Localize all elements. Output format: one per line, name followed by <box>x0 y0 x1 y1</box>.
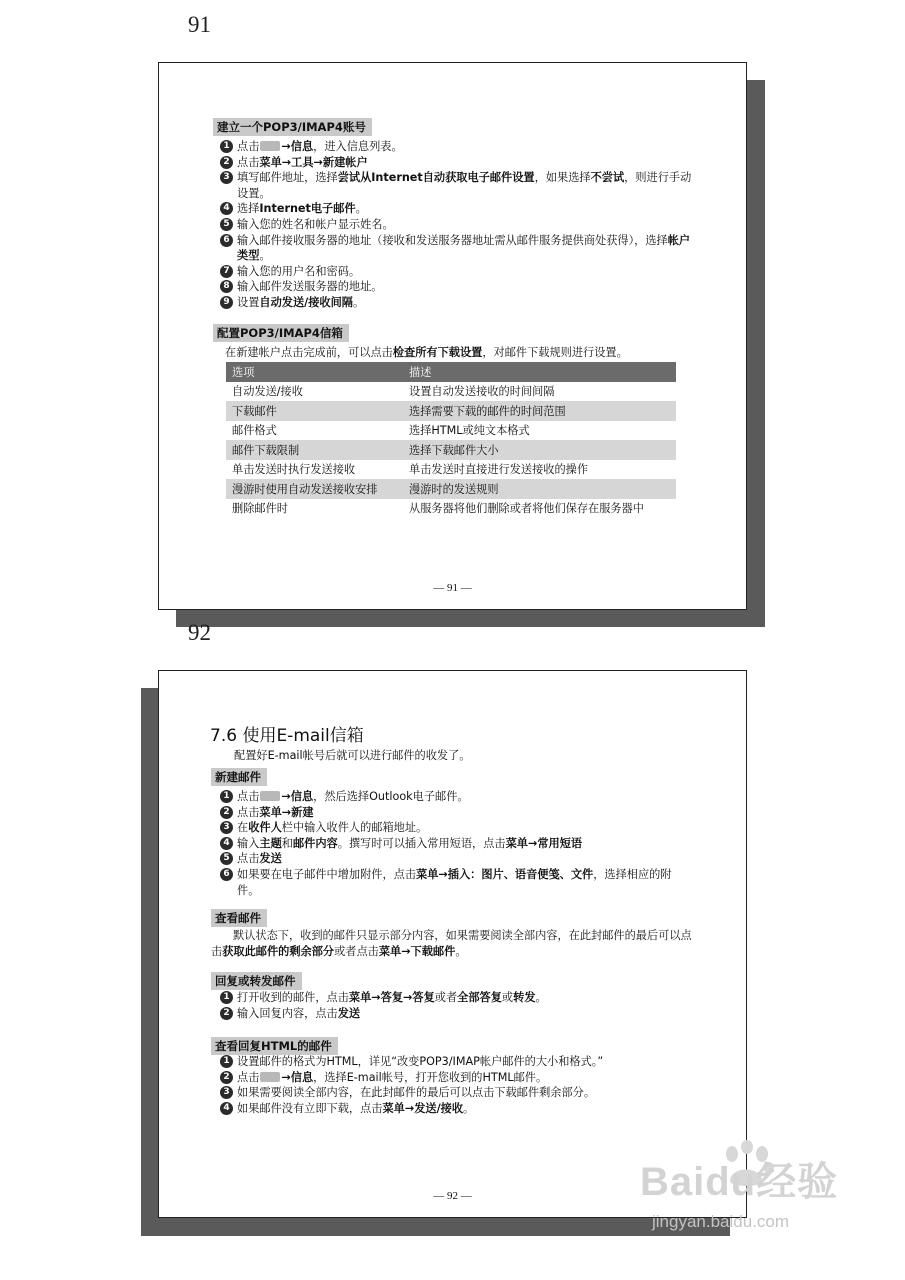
section-title-new-mail: 新建邮件 <box>211 768 267 786</box>
text-run: 检查所有下载设置 <box>392 346 483 359</box>
list-item <box>220 805 692 821</box>
section-title-view-mail: 查看邮件 <box>211 909 267 927</box>
step-number-badge: 1 <box>220 140 233 153</box>
text-run: 如果需要阅读全部内容，在此封邮件的最后可以点击下载邮件剩余部分。 <box>237 1086 596 1100</box>
list-item <box>220 820 692 836</box>
list-item <box>220 990 692 1006</box>
text-run: ，然后选择Outlook电子邮件。 <box>313 790 469 803</box>
text-run: 菜单→下载邮件 <box>378 944 456 958</box>
text-run: 。 <box>259 249 271 263</box>
text-run: 自动发送/接收间隔 <box>259 295 353 309</box>
text-run: 。 <box>352 295 365 309</box>
text-run: ，如果选择 <box>534 171 591 185</box>
text-run: 选择 <box>237 202 260 216</box>
list-item <box>220 1070 692 1086</box>
step-text <box>237 264 360 280</box>
text-run: 菜单→工具→新建帐户 <box>259 155 368 169</box>
step-text <box>237 170 698 201</box>
list-item <box>220 155 698 171</box>
step-number-badge: 2 <box>220 1071 233 1084</box>
text-run: ，则进行手动设置。 <box>237 171 692 200</box>
step-text <box>237 279 382 295</box>
list-item <box>220 139 698 155</box>
list-item <box>220 233 698 264</box>
step-number-badge: 4 <box>220 202 233 215</box>
step-list-reply <box>220 990 692 1021</box>
step-text <box>237 233 698 264</box>
text-run: 菜单→发送/接收 <box>382 1101 464 1115</box>
step-number-badge: 5 <box>220 218 233 231</box>
table-row <box>226 460 676 480</box>
text-run: 和 <box>281 836 293 850</box>
page-91 <box>158 62 747 610</box>
mail-icon <box>260 791 280 801</box>
step-number-badge: 5 <box>220 852 233 865</box>
step-number-badge: 3 <box>220 821 233 834</box>
column-header: 描述 <box>403 362 676 382</box>
step-number-badge: 4 <box>220 1102 233 1115</box>
step-text <box>237 1054 603 1070</box>
table-cell: 自动发送/接收 <box>232 385 303 399</box>
table-cell: 选择HTML或纯文本格式 <box>409 424 530 438</box>
text-run: 或者点击 <box>334 944 379 958</box>
table-cell: 设置自动发送接收的时间间隔 <box>409 385 555 399</box>
text-run: →信息 <box>281 1070 314 1084</box>
step-text <box>237 1070 547 1086</box>
section-title-reply: 回复或转发邮件 <box>211 972 302 990</box>
text-run: 点击 <box>237 790 260 803</box>
text-run: 在 <box>237 821 249 835</box>
section-title-create-account: 建立一个POP3/IMAP4账号 <box>213 118 372 136</box>
text-run: →信息 <box>281 790 314 803</box>
table-cell: 单击发送时执行发送接收 <box>232 463 356 477</box>
step-number-badge: 7 <box>220 265 233 278</box>
step-number-badge: 8 <box>220 280 233 293</box>
section-title-config: 配置POP3/IMAP4信箱 <box>213 324 349 342</box>
table-header-row <box>226 362 676 382</box>
list-item <box>220 867 692 898</box>
watermark-logo: Baidu经验 <box>640 1160 839 1204</box>
step-text <box>237 805 314 821</box>
table-row <box>226 401 676 421</box>
step-text <box>237 155 368 171</box>
step-text <box>237 1085 595 1101</box>
page-92 <box>158 670 747 1218</box>
text-run: 。 <box>463 1101 475 1115</box>
text-run: ，选择相应的附件。 <box>237 867 672 897</box>
page-footer-92: — 92 — <box>433 1190 472 1202</box>
mail-icon <box>260 141 280 151</box>
table-row <box>226 382 676 402</box>
step-text <box>237 1006 360 1022</box>
list-item <box>220 201 698 217</box>
page-number-top-91: 91 <box>188 12 211 37</box>
text-run: 如果要在电子邮件中增加附件，点击 <box>237 867 417 881</box>
column-header: 选项 <box>226 362 403 382</box>
text-run: 发送 <box>259 852 282 866</box>
text-run: 如果邮件没有立即下载，点击 <box>237 1101 383 1115</box>
step-number-badge: 2 <box>220 156 233 169</box>
text-run: 栏中输入收件人的邮箱地址。 <box>281 821 428 835</box>
text-run: 不尝试 <box>590 171 625 185</box>
step-text <box>237 789 469 805</box>
page-number-top-92: 92 <box>188 620 211 645</box>
text-run: ，选择E-mail帐号，打开您收到的HTML邮件。 <box>313 1070 548 1084</box>
text-run: 点击 <box>237 155 260 169</box>
list-item <box>220 1006 692 1022</box>
text-run: 全部答复 <box>457 991 502 1004</box>
text-run: 输入您的用户名和密码。 <box>237 264 361 278</box>
chapter-title: 7.6 使用E-mail信箱 <box>210 726 364 746</box>
text-run: 打开收到的邮件，点击 <box>237 991 349 1004</box>
text-run: 。 <box>455 944 467 958</box>
text-run: 输入邮件发送服务器的地址。 <box>237 280 383 294</box>
text-run: 设置 <box>237 295 260 309</box>
text-run: →信息 <box>281 140 314 153</box>
text-run: 菜单→新建 <box>259 805 314 819</box>
table-cell: 邮件下载限制 <box>226 440 403 460</box>
text-run: 主题 <box>259 836 282 850</box>
text-run: 点击 <box>237 852 260 866</box>
text-run: 菜单→插入：图片、语音便笺、文件 <box>416 867 594 881</box>
step-number-badge: 2 <box>220 1007 233 1020</box>
list-item <box>220 264 698 280</box>
table-cell: 下载邮件 <box>226 401 403 421</box>
watermark-url: jingyan.baidu.com <box>652 1212 790 1231</box>
text-run: 。 <box>535 991 547 1004</box>
step-number-badge: 1 <box>220 790 233 803</box>
list-item <box>220 170 698 201</box>
step-text <box>237 820 427 836</box>
list-item <box>220 1085 692 1101</box>
step-text <box>237 851 282 867</box>
text-run: 点击 <box>237 805 260 819</box>
step-text <box>237 217 394 233</box>
text-run: 输入回复内容，点击 <box>237 1006 338 1020</box>
text-run: ，进入信息列表。 <box>313 140 403 153</box>
step-text <box>237 867 692 898</box>
table-row <box>226 479 676 499</box>
text-run: 收件人 <box>248 821 282 835</box>
page-footer-91: — 91 — <box>433 582 472 594</box>
step-list-create-account <box>220 139 698 311</box>
text-run: 获取此邮件的剩余部分 <box>222 944 335 958</box>
step-number-badge: 9 <box>220 296 233 309</box>
text-run: 或者 <box>434 991 458 1004</box>
text-run: 帐户类型 <box>237 233 691 263</box>
step-number-badge: 6 <box>220 234 233 247</box>
view-mail-text <box>211 928 695 959</box>
text-run: ，对邮件下载规则进行设置。 <box>482 346 628 359</box>
step-list-new-mail <box>220 789 692 898</box>
step-text <box>237 201 367 217</box>
text-run: 输入邮件接收服务器的地址（接收和发送服务器地址需从邮件服务提供商处获得），选择 <box>237 233 668 247</box>
text-run: 或 <box>501 991 514 1004</box>
list-item <box>220 217 698 233</box>
step-number-badge: 3 <box>220 171 233 184</box>
table-cell: 从服务器将他们删除或者将他们保存在服务器中 <box>409 502 644 516</box>
table-cell: 选择需要下载的邮件的时间范围 <box>403 401 676 421</box>
step-number-badge: 2 <box>220 806 233 819</box>
text-run: 填写邮件地址，选择 <box>237 171 338 185</box>
list-item <box>220 851 692 867</box>
table-cell: 单击发送时直接进行发送接收的操作 <box>409 463 589 477</box>
step-text <box>237 836 582 852</box>
list-item <box>220 279 698 295</box>
text-run: 点击 <box>237 1070 260 1084</box>
text-run: 设置邮件的格式为HTML，详见“改变POP3/IMAP帐户邮件的大小和格式。” <box>237 1055 604 1068</box>
text-run: 菜单→常用短语 <box>505 836 583 850</box>
text-run: 默认状态下，收到的邮件只显示部分内容，如果需要阅读全部内容，在此封邮件的最后可以点击 <box>211 929 692 958</box>
list-item <box>220 789 692 805</box>
text-run: 。撰写时可以插入常用短语，点击 <box>337 836 506 850</box>
text-run: 点击 <box>237 140 260 153</box>
config-intro-text <box>225 345 695 361</box>
text-run: Internet电子邮件 <box>259 202 356 216</box>
table-cell: 漫游时使用自动发送接收安排 <box>226 479 403 499</box>
table-row <box>226 440 676 460</box>
text-run: 输入 <box>237 836 260 850</box>
step-number-badge: 3 <box>220 1086 233 1099</box>
text-run: 尝试从Internet自动获取电子邮件设置 <box>337 171 535 185</box>
text-run: 菜单→答复→答复 <box>348 991 435 1004</box>
step-number-badge: 6 <box>220 868 233 881</box>
table-cell: 删除邮件时 <box>232 502 288 516</box>
section-title-html: 查看回复HTML的邮件 <box>211 1037 338 1055</box>
step-text <box>237 295 364 311</box>
table-cell: 漫游时的发送规则 <box>403 479 676 499</box>
table-cell: 选择下载邮件大小 <box>403 440 676 460</box>
step-text <box>237 1101 474 1117</box>
table-row <box>226 421 676 441</box>
list-item <box>220 836 692 852</box>
text-run: 。 <box>355 202 367 216</box>
table-cell: 邮件格式 <box>232 424 277 438</box>
table-row <box>226 499 676 519</box>
step-number-badge: 4 <box>220 837 233 850</box>
text-run: 输入您的姓名和帐户显示姓名。 <box>237 217 394 231</box>
chapter-intro: 配置好E-mail帐号后就可以进行邮件的收发了。 <box>234 749 471 762</box>
text-run: 转发 <box>513 991 536 1004</box>
list-item <box>220 1054 692 1070</box>
text-run: 发送 <box>337 1006 361 1020</box>
step-text <box>237 990 547 1006</box>
step-text <box>237 139 403 155</box>
list-item <box>220 295 698 311</box>
step-number-badge: 1 <box>220 1055 233 1068</box>
text-run: 在新建帐户点击完成前，可以点击 <box>225 346 393 359</box>
mail-icon <box>260 1072 280 1082</box>
options-table <box>226 362 676 518</box>
list-item <box>220 1101 692 1117</box>
text-run: 邮件内容 <box>292 836 338 850</box>
step-number-badge: 1 <box>220 991 233 1004</box>
step-list-html <box>220 1054 692 1116</box>
